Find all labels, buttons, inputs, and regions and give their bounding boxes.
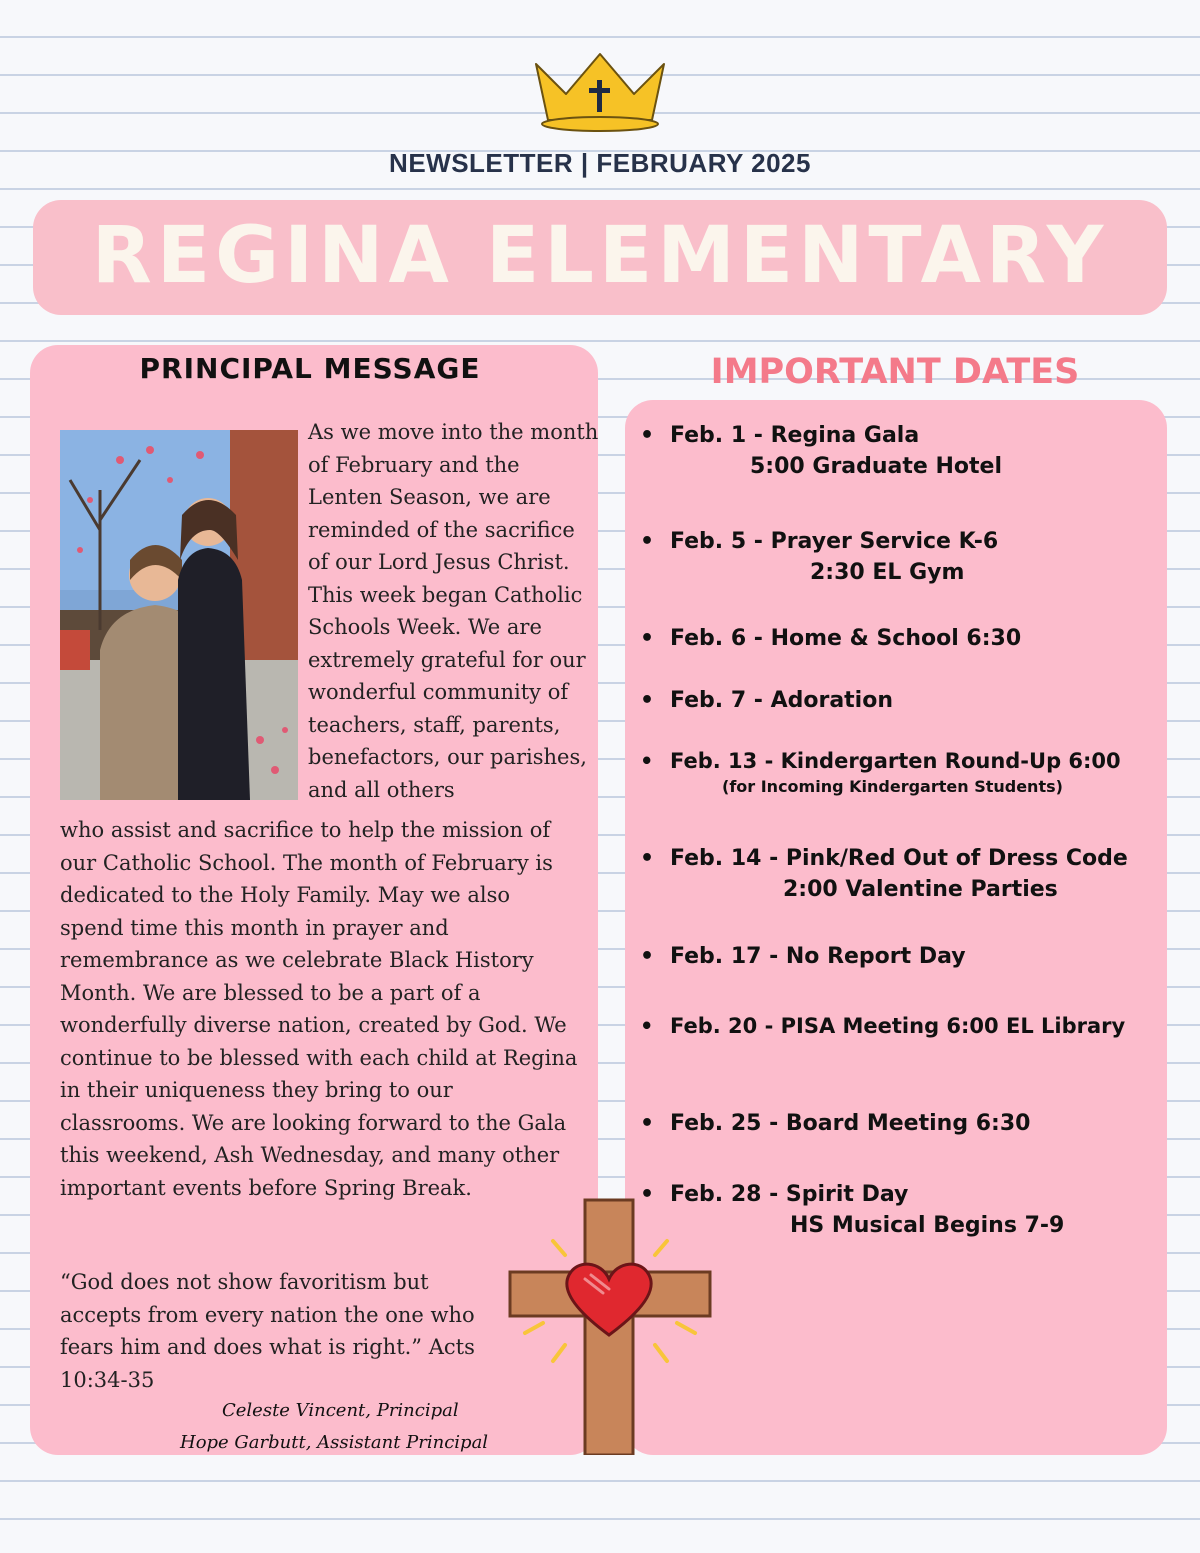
date-item [640, 846, 1170, 902]
date-item [640, 1111, 1170, 1136]
signature-principal: Celeste Vincent, Principal [222, 1400, 459, 1421]
important-dates-heading: IMPORTANT DATES [710, 352, 1080, 392]
date-item-line: • Feb. 14 - Pink/Red Out of Dress Code [640, 846, 1170, 871]
title-banner [33, 200, 1167, 315]
date-item [640, 529, 1170, 585]
date-item-line: • Feb. 6 - Home & School 6:30 [640, 626, 1170, 651]
principal-message-body: who assist and sacrifice to help the mission of our Catholic School. The month of February is dedicated to the Holy Family. May we also spend time this month in prayer and remembrance as we celebrate Black History Month. We are blessed to be a part of a wonderfully diverse nation, created by God. We continue to be blessed with each child at Regina in their uniqueness they bring to our classrooms. We are looking forward to the Gala this weekend, Ash Wednesday, and many other important events before Spring Break. [60, 818, 578, 1200]
date-item [640, 626, 1170, 651]
principal-photo [60, 430, 298, 800]
date-item [640, 944, 1170, 969]
date-item-line: • Feb. 13 - Kindergarten Round-Up 6:00 [640, 749, 1170, 773]
date-item-line: • Feb. 28 - Spirit Day [640, 1182, 1170, 1207]
date-item-detail: 2:00 Valentine Parties [783, 877, 1058, 902]
principal-message-heading: PRINCIPAL MESSAGE [139, 352, 481, 385]
date-item [640, 1182, 1170, 1238]
date-item [640, 423, 1170, 479]
signature-assistant-principal: Hope Garbutt, Assistant Principal [180, 1432, 489, 1453]
date-item-line: • Feb. 1 - Regina Gala [640, 423, 1170, 448]
date-item-line: • Feb. 25 - Board Meeting 6:30 [640, 1111, 1170, 1136]
date-item [640, 749, 1170, 796]
date-item-detail: (for Incoming Kindergarten Students) [722, 777, 1063, 796]
newsletter-date-line: NEWSLETTER | FEBRUARY 2025 [389, 148, 811, 178]
date-item [640, 688, 1170, 713]
crown-icon [530, 50, 670, 138]
date-item-line: • Feb. 20 - PISA Meeting 6:00 EL Library [640, 1014, 1170, 1038]
date-item [640, 1014, 1170, 1038]
date-item-detail: HS Musical Begins 7-9 [790, 1213, 1065, 1238]
school-name: REGINA ELEMENTARY [91, 211, 1109, 301]
cross-heart-icon [505, 1195, 715, 1455]
date-item-line: • Feb. 7 - Adoration [640, 688, 1170, 713]
date-item-line: • Feb. 17 - No Report Day [640, 944, 1170, 969]
date-item-detail: 2:30 EL Gym [810, 560, 965, 585]
scripture-quote: “God does not show favoritism but accepts from every nation the one who fears him and does what is right.” Acts 10:34-35 [60, 1270, 475, 1392]
date-item-line: • Feb. 5 - Prayer Service K-6 [640, 529, 1170, 554]
date-item-detail: 5:00 Graduate Hotel [750, 454, 1002, 479]
principal-message-intro: As we move into the month of February and the Lenten Season, we are reminded of the sacrifice of our Lord Jesus Christ. This week began Catholic Schools Week. We are extremely grateful for our wonderful community of teachers, staff, parents, benefactors, our parishes, and all others [308, 420, 599, 802]
